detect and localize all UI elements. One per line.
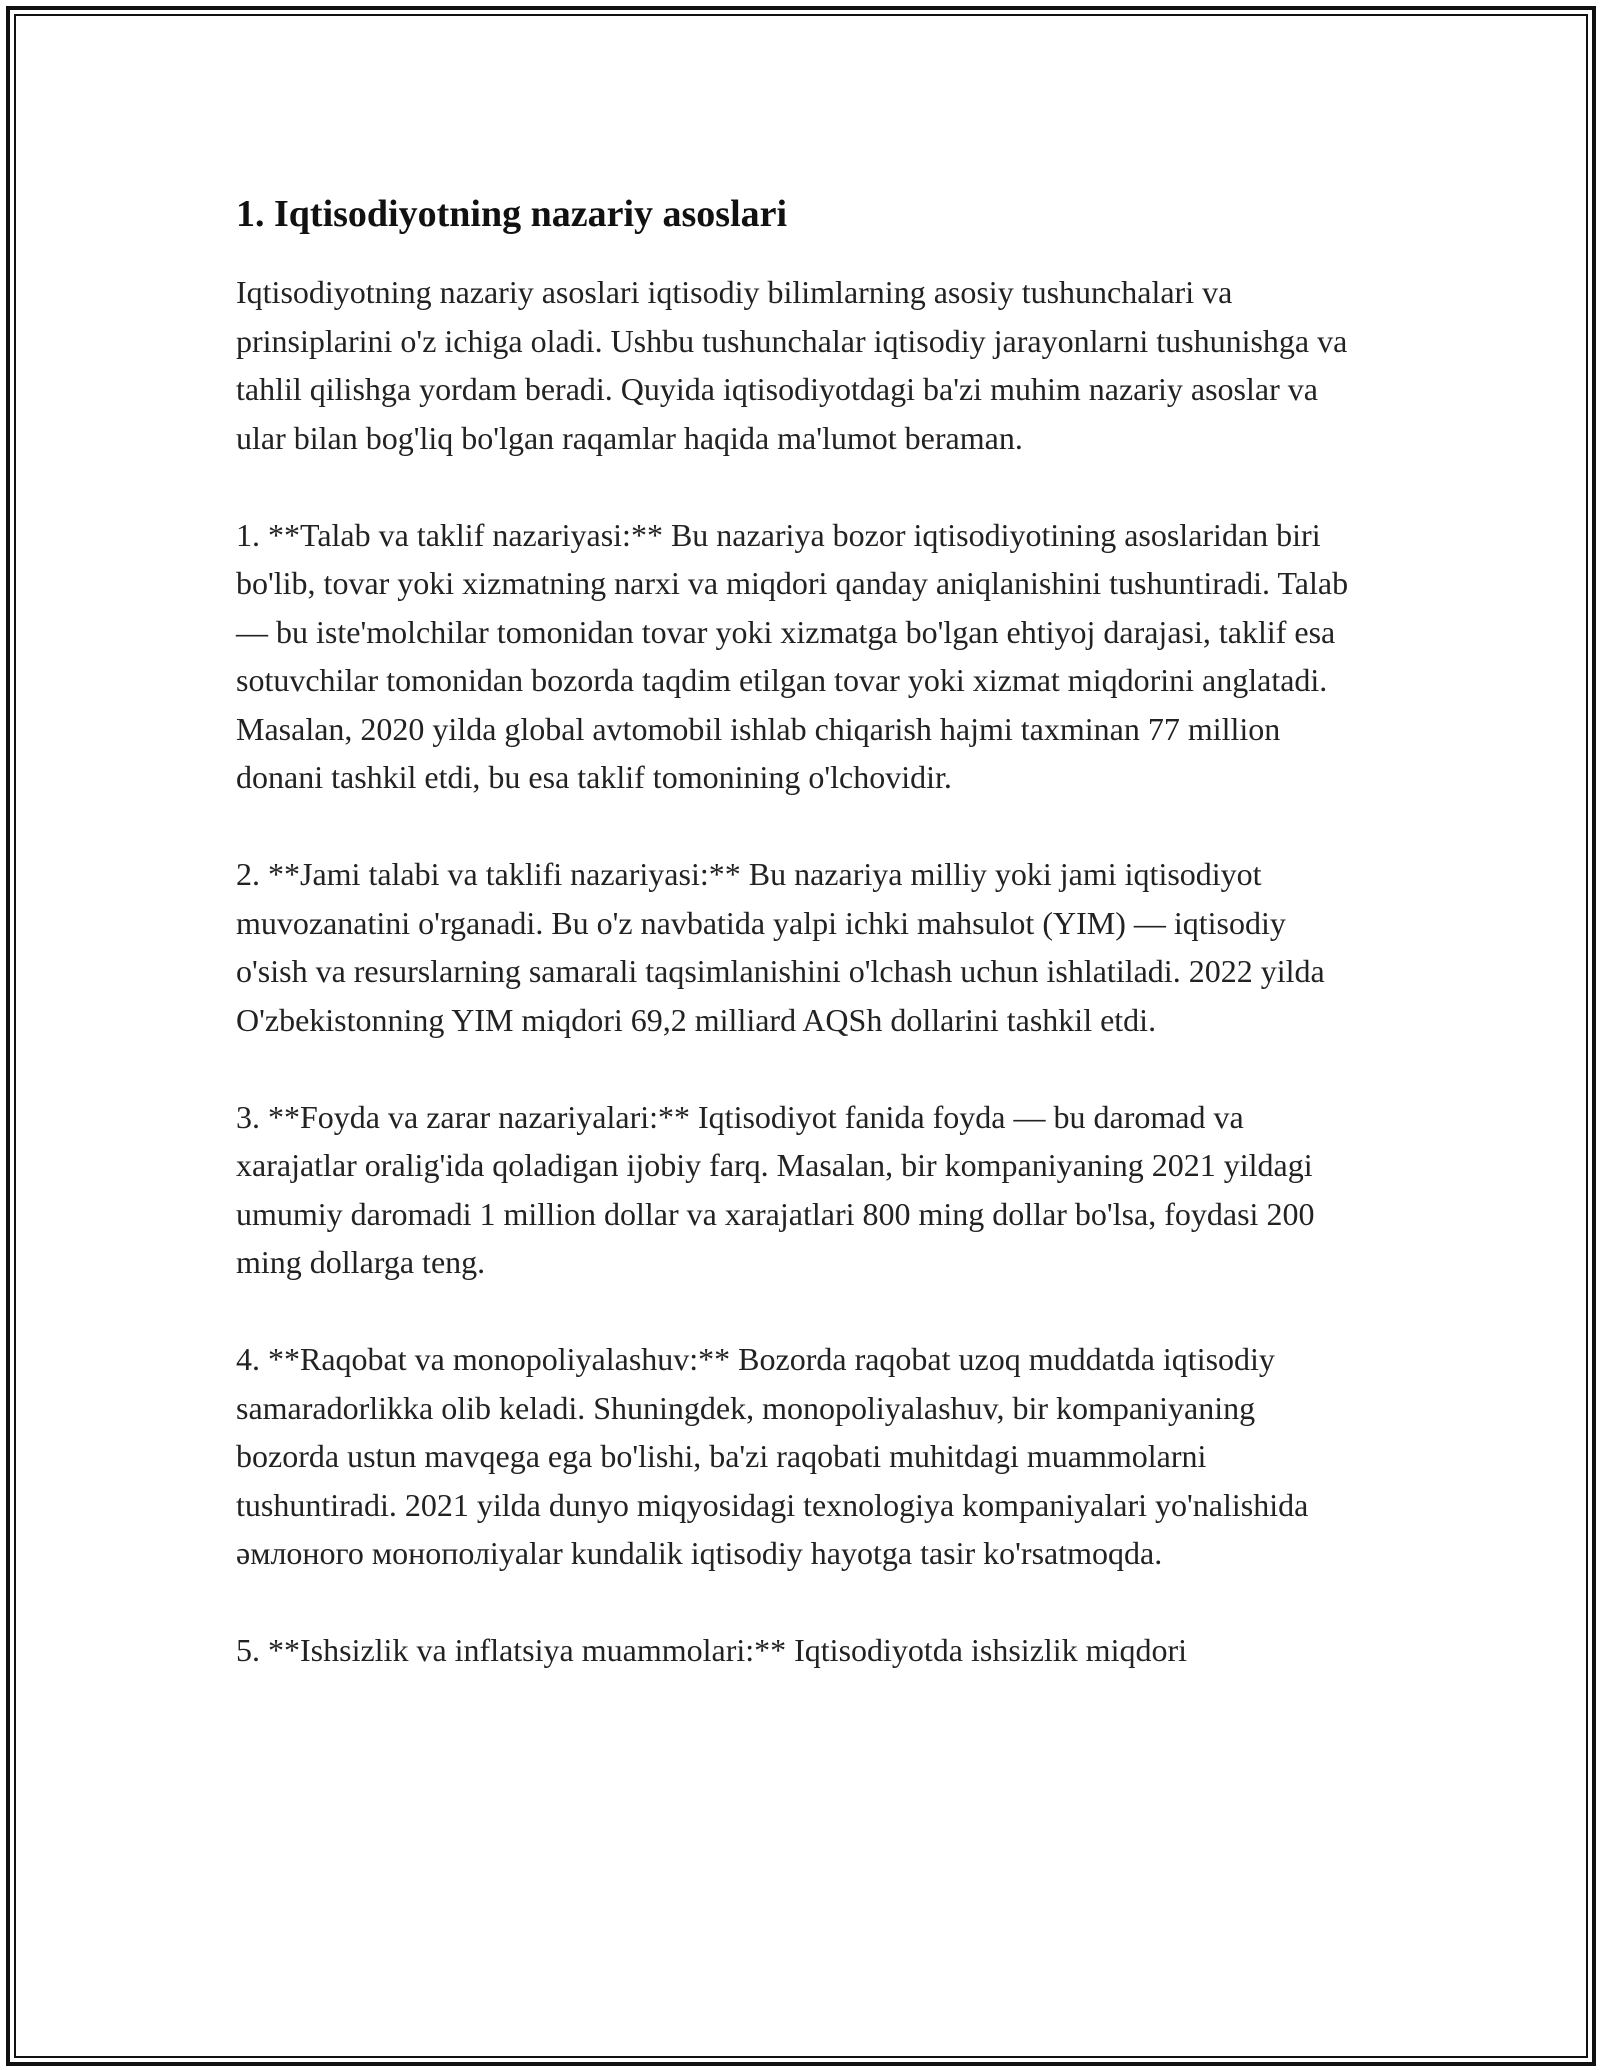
- paragraph-aggregate: 2. **Jami talabi va taklifi nazariyasi:** Bu nazariya milliy yoki jami iqtisodiyot muvozanatini o'rganadi. Bu o'z navbatida yalpi ichki mahsulot (YIM) — iqtisodiy o'sish va resurslarning samarali taqsimlanishini o'lchash uchun ishlatiladi. 2022 yilda O'zbekistonning YIM miqdori 69,2 milliard AQSh dollarini tashkil etdi.: [236, 856, 1325, 1038]
- paragraph-profit-loss: 3. **Foyda va zarar nazariyalari:** Iqtisodiyot fanida foyda — bu daromad va xarajatlar oralig'ida qoladigan ijobiy farq. Masalan, bir kompaniyaning 2021 yildagi umumiy daromadi 1 million dollar va xarajatlari 800 ming dollar bo'lsa, foydasi 200 ming dollarga teng.: [236, 1098, 1315, 1280]
- paragraph-competition: 4. **Raqobat va monopoliyalashuv:** Bozorda raqobat uzoq muddatda iqtisodiy samaradorlikka olib keladi. Shuningdek, monopoliyalashuv, bir kompaniyaning bozorda ustun mavqega ega bo'lishi, ba'zi raqobati muhitdagi muammolarni tushuntiradi. 2021 yilda dunyo miqyosidagi texnologiya kompaniyalari yo'nalishida əмлоного монополiyalar kundalik iqtisodiy hayotga tasir ko'rsatmoqda.: [236, 1341, 1309, 1571]
- paragraph-intro: Iqtisodiyotning nazariy asoslari iqtisodiy bilimlarning asosiy tushunchalari va prinsiplarini o'z ichiga oladi. Ushbu tushunchalar iqtisodiy jarayonlarni tushunishga va tahlil qilishga yordam beradi. Quyida iqtisodiyotdagi ba'zi muhim nazariy asoslar va ular bilan bog'liq bo'lgan raqamlar haqida ma'lumot beraman.: [236, 274, 1348, 456]
- document-title: 1. Iqtisodiyotning nazariy asoslari: [236, 193, 788, 235]
- document-body: [236, 186, 1356, 1675]
- paragraph-demand-supply: 1. **Talab va taklif nazariyasi:** Bu nazariya bozor iqtisodiyotining asoslaridan biri bo'lib, tovar yoki xizmatning narxi va miqdori qanday aniqlanishini tushuntiradi. Talab — bu iste'molchilar tomonidan tovar yoki xizmatga bo'lgan ehtiyoj darajasi, taklif esa sotuvchilar tomonidan bozorda taqdim etilgan tovar yoki xizmat miqdorini anglatadi. Masalan, 2020 yilda global avtomobil ishlab chiqarish hajmi taxminan 77 million donani tashkil etdi, bu esa taklif tomonining o'lchovidir.: [236, 516, 1349, 795]
- paragraph-unemployment: 5. **Ishsizlik va inflatsiya muammolari:** Iqtisodiyotda ishsizlik miqdori: [236, 1632, 1187, 1668]
